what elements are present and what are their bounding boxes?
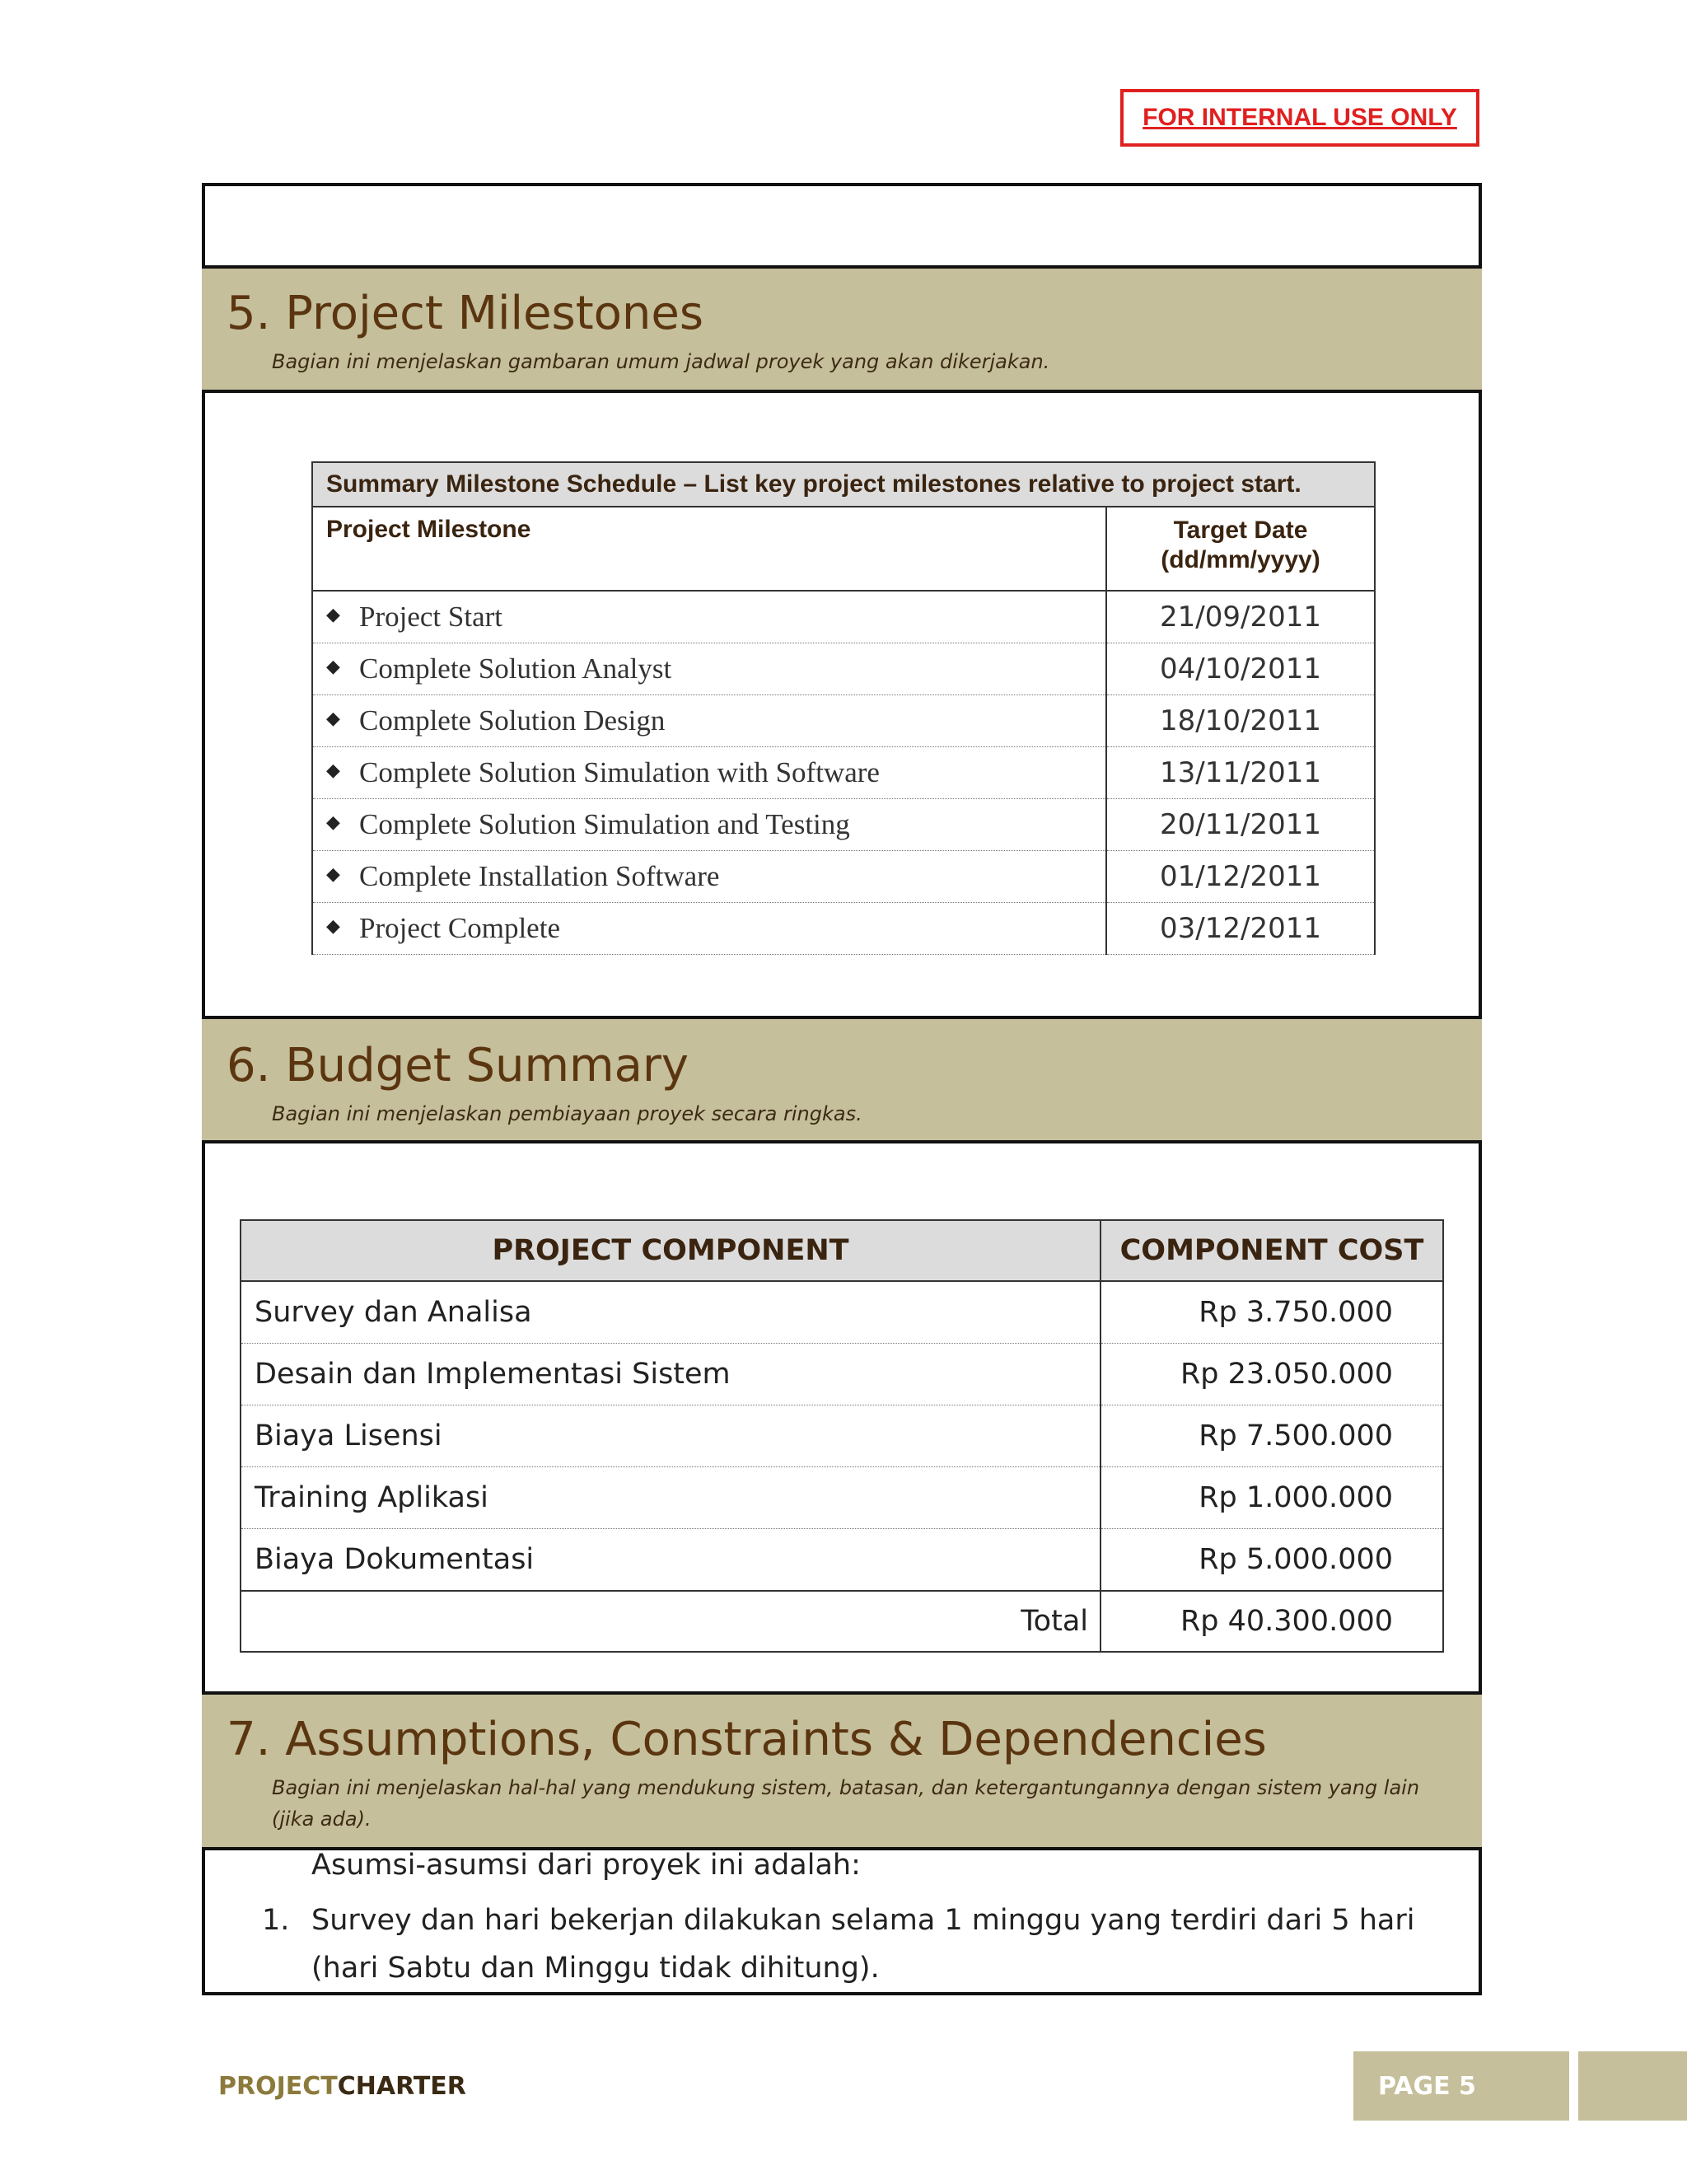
section-6-subtitle: Bagian ini menjelaskan pembiayaan proyek secara ringkas. <box>272 1102 862 1125</box>
milestone-name: Project Complete <box>359 912 560 944</box>
section-6-header <box>202 1016 1482 1143</box>
total-label: Total <box>241 1591 1101 1652</box>
table-row <box>312 851 1375 903</box>
component-cost: Rp 7.500.000 <box>1101 1405 1443 1467</box>
milestone-name: Project Start <box>359 601 502 633</box>
milestone-name: Complete Solution Simulation with Software <box>359 756 880 788</box>
target-date-col-header <box>1106 507 1375 591</box>
table-row <box>241 1281 1443 1344</box>
section-7-title: 7. Assumptions, Constraints & Dependencies <box>227 1713 1267 1766</box>
section-7-subtitle: Bagian ini menjelaskan hal-hal yang mendukung sistem, batasan, dan ketergantungannya dengan sistem yang lain (jika ada). <box>272 1776 1420 1831</box>
table-row <box>241 1344 1443 1405</box>
footer-accent-block <box>1578 2051 1687 2121</box>
list-item-text: Survey dan hari bekerjan dilakukan selama 1 minggu yang terdiri dari 5 hari (hari Sabtu dan Minggu tidak dihitung). <box>311 1904 1415 1985</box>
component-col-header: PROJECT COMPONENT <box>241 1220 1101 1281</box>
section-5-subtitle: Bagian ini menjelaskan gambaran umum jadwal proyek yang akan dikerjakan. <box>272 350 1050 373</box>
milestone-date: 20/11/2011 <box>1106 799 1375 851</box>
milestone-date: 18/10/2011 <box>1106 695 1375 747</box>
diamond-bullet-icon: ◆ <box>326 759 340 780</box>
milestone-date: 03/12/2011 <box>1106 903 1375 955</box>
target-date-label: Target Date <box>1173 517 1308 544</box>
milestone-name: Complete Installation Software <box>359 860 720 892</box>
table-row <box>312 799 1375 851</box>
internal-use-label: FOR INTERNAL USE ONLY <box>1120 89 1479 147</box>
diamond-bullet-icon: ◆ <box>326 603 340 624</box>
milestone-name: Complete Solution Simulation and Testing <box>359 808 850 840</box>
diamond-bullet-icon: ◆ <box>326 707 340 728</box>
milestone-date: 13/11/2011 <box>1106 747 1375 799</box>
page-number: PAGE 5 <box>1353 2051 1569 2121</box>
milestone-date: 01/12/2011 <box>1106 851 1375 903</box>
footer-brand-charter: CHARTER <box>337 2072 466 2101</box>
component-cost: Rp 3.750.000 <box>1101 1281 1443 1344</box>
component-name: Desain dan Implementasi Sistem <box>241 1344 1101 1405</box>
milestone-table-caption: Summary Milestone Schedule – List key project milestones relative to project start. <box>312 462 1375 507</box>
table-row <box>241 1467 1443 1529</box>
budget-table <box>240 1219 1444 1653</box>
milestone-date: 04/10/2011 <box>1106 643 1375 695</box>
total-row <box>241 1591 1443 1652</box>
section-5-header <box>202 265 1482 393</box>
section-6-title: 6. Budget Summary <box>227 1039 689 1092</box>
component-cost: Rp 5.000.000 <box>1101 1529 1443 1592</box>
footer-brand <box>218 2072 466 2101</box>
component-cost: Rp 23.050.000 <box>1101 1344 1443 1405</box>
footer-brand-project: PROJECT <box>218 2072 338 2101</box>
table-row <box>241 1529 1443 1592</box>
milestone-table <box>311 461 1376 955</box>
assumptions-list <box>262 1896 1432 1992</box>
milestone-date: 21/09/2011 <box>1106 591 1375 643</box>
table-row <box>312 747 1375 799</box>
diamond-bullet-icon: ◆ <box>326 863 340 884</box>
component-name: Survey dan Analisa <box>241 1281 1101 1344</box>
milestone-name: Complete Solution Analyst <box>359 652 672 685</box>
component-cost: Rp 1.000.000 <box>1101 1467 1443 1529</box>
section-5-title: 5. Project Milestones <box>227 287 704 340</box>
component-name: Biaya Lisensi <box>241 1405 1101 1467</box>
table-row <box>241 1405 1443 1467</box>
diamond-bullet-icon: ◆ <box>326 811 340 832</box>
table-row <box>312 695 1375 747</box>
assumptions-intro: Asumsi-asumsi dari proyek ini adalah: <box>311 1849 861 1882</box>
cost-col-header: COMPONENT COST <box>1101 1220 1443 1281</box>
total-value: Rp 40.300.000 <box>1101 1591 1443 1652</box>
component-name: Training Aplikasi <box>241 1467 1101 1529</box>
diamond-bullet-icon: ◆ <box>326 914 340 936</box>
target-date-format: (dd/mm/yyyy) <box>1161 546 1320 573</box>
milestone-col-header: Project Milestone <box>312 507 1106 591</box>
milestone-name: Complete Solution Design <box>359 704 666 737</box>
component-name: Biaya Dokumentasi <box>241 1529 1101 1592</box>
section-7-header <box>202 1691 1482 1850</box>
table-row <box>312 591 1375 643</box>
diamond-bullet-icon: ◆ <box>326 655 340 676</box>
list-item-number: 1. <box>262 1904 290 1937</box>
table-row <box>312 903 1375 955</box>
table-row <box>312 643 1375 695</box>
